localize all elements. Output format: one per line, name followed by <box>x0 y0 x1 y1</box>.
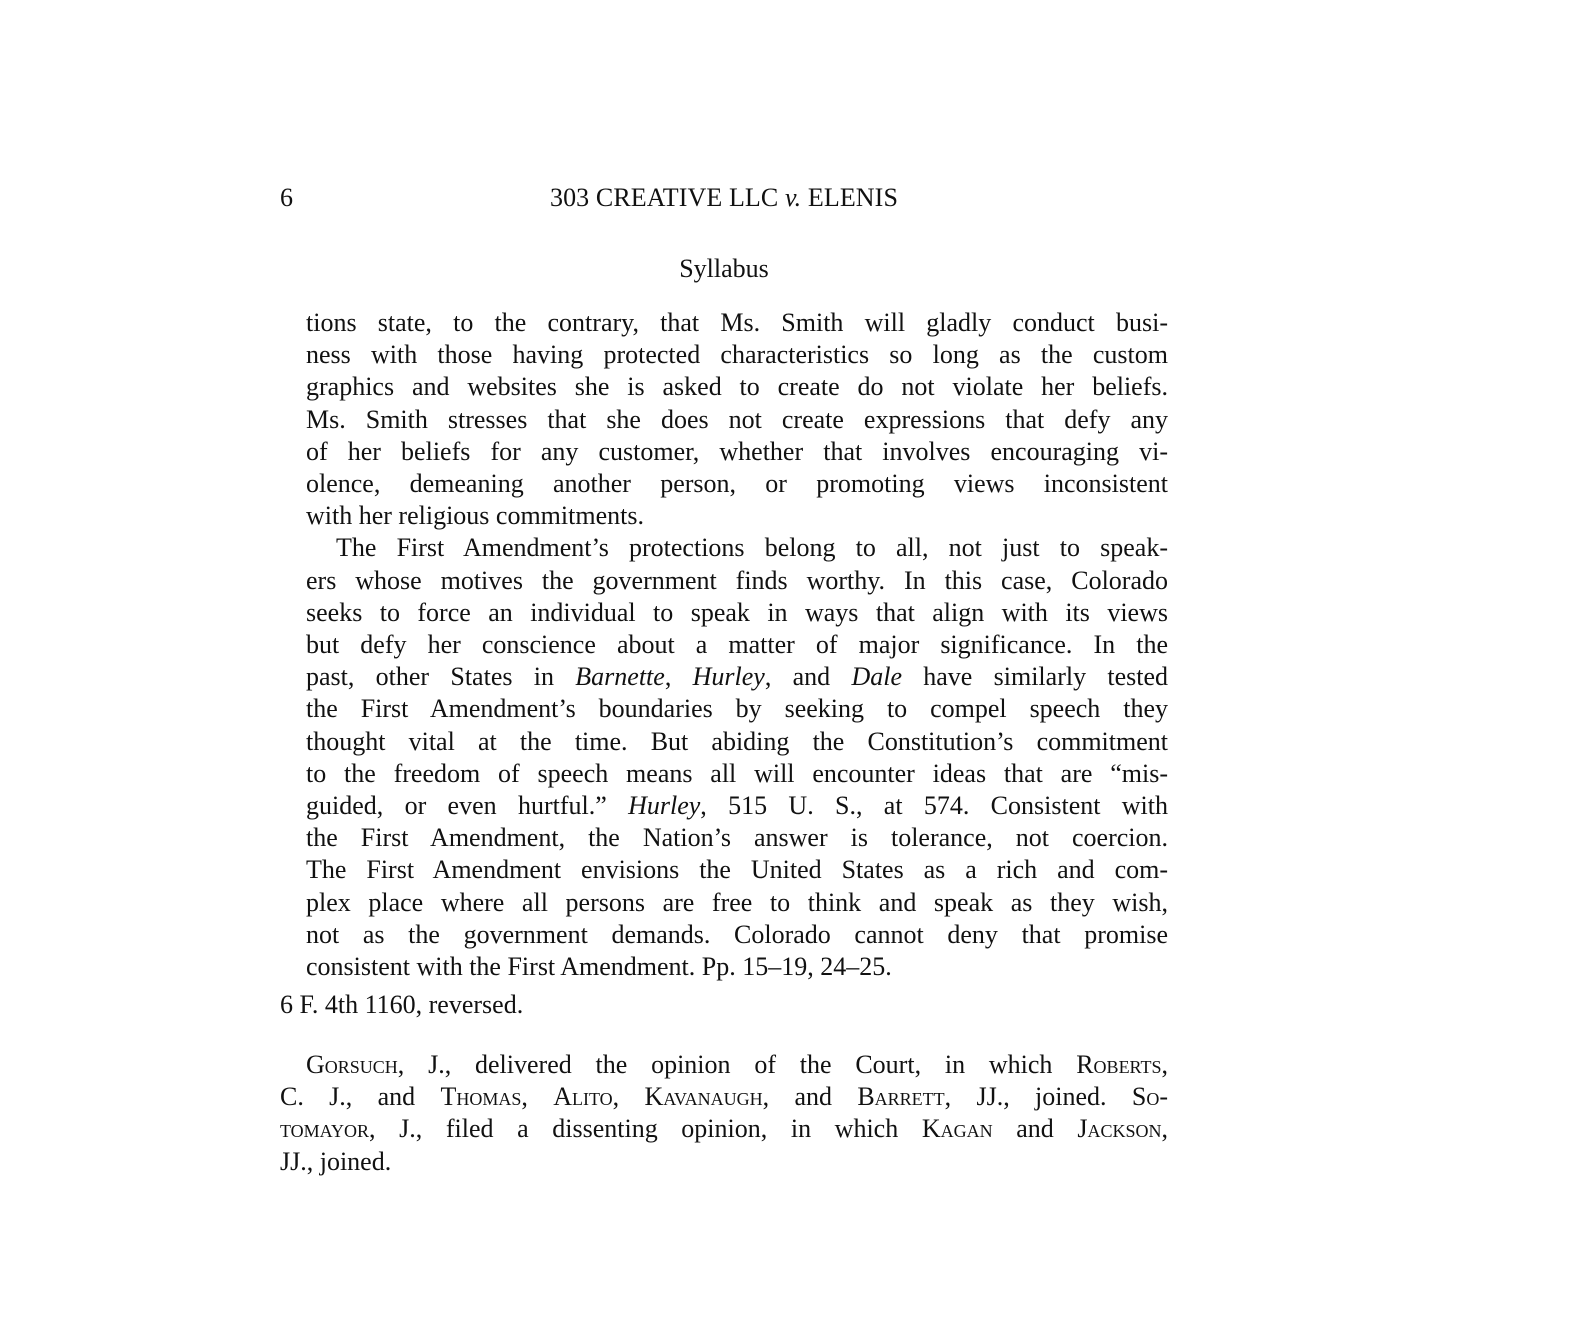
text-line <box>306 661 1168 693</box>
justice-name: So- <box>1131 1082 1169 1112</box>
text-line: Ms. Smith stresses that she does not create expressions that defy any <box>306 404 1168 434</box>
text-line: tions state, to the contrary, that Ms. Smith will gladly conduct busi- <box>306 308 1168 337</box>
text-line: consistent with the First Amendment. Pp. 15–19, 24–25. <box>306 952 892 982</box>
text-run: C. J., and <box>280 1082 441 1112</box>
justice-name: Kagan <box>921 1114 993 1144</box>
text-line: The First Amendment’s protections belong to all, not just to speak- <box>336 533 1168 563</box>
text-run: , <box>1161 1114 1168 1144</box>
text-run: , JJ., joined. <box>944 1082 1132 1112</box>
case-name-left: 303 CREATIVE LLC <box>549 183 785 212</box>
text-line: but defy her conscience about a matter of major significance. In the <box>306 630 1168 660</box>
text-run: , and <box>762 1082 858 1112</box>
justice-name: tomayor <box>280 1114 370 1144</box>
text-line: thought vital at the time. But abiding the Constitution’s commitment <box>306 726 1168 756</box>
text-line: olence, demeaning another person, or promoting views inconsistent <box>306 469 1168 499</box>
justice-name: Alito <box>553 1082 613 1112</box>
text-line: JJ., joined. <box>280 1146 392 1176</box>
text-line: plex place where all persons are free to think and speak as they wish, <box>306 887 1168 917</box>
text-line: the First Amendment’s boundaries by seeking to compel speech they <box>306 694 1168 724</box>
text-run: , J., filed a dissenting opinion, in which <box>369 1114 922 1144</box>
text-run: , <box>664 662 693 692</box>
text-run: , <box>612 1082 645 1112</box>
case-citation-hurley: Hurley <box>692 662 765 692</box>
disposition: 6 F. 4th 1160, reversed. <box>280 990 524 1019</box>
opinion-note <box>280 1049 1168 1178</box>
text-line: of her beliefs for any customer, whether that involves encouraging vi- <box>306 436 1168 466</box>
text-line <box>280 1113 1168 1145</box>
case-citation-dale: Dale <box>851 662 902 692</box>
justice-name: Jackson <box>1077 1114 1162 1144</box>
justice-name: Roberts <box>1076 1050 1162 1079</box>
text-line: The First Amendment envisions the United States as a rich and com- <box>306 855 1168 885</box>
text-run: guided, or even hurtful.” <box>306 791 629 821</box>
text-run: and <box>992 1114 1078 1144</box>
text-line: not as the government demands. Colorado cannot deny that promise <box>306 919 1168 949</box>
text-run: , J., delivered the opinion of the Court, in which <box>397 1050 1077 1079</box>
text-line: seeks to force an individual to speak in ways that align with its views <box>306 597 1168 627</box>
page-number: 6 <box>280 183 293 212</box>
text-line: with her religious commitments. <box>306 501 644 531</box>
text-line: ness with those having protected characteristics so long as the custom <box>306 340 1168 370</box>
case-name-v: v. <box>784 183 802 212</box>
text-run: , <box>521 1082 554 1112</box>
running-head <box>280 181 1168 215</box>
text-line <box>280 1049 1168 1081</box>
case-citation-hurley: Hurley <box>628 791 701 821</box>
text-run: , 515 U. S., at 574. Consistent with <box>700 791 1169 821</box>
text-line: graphics and websites she is asked to create do not violate her beliefs. <box>306 372 1168 402</box>
text-line <box>280 1081 1168 1113</box>
text-run: past, other States in <box>306 662 576 692</box>
justice-name: Kavanaugh <box>644 1082 763 1112</box>
text-run: , <box>1161 1050 1168 1079</box>
text-line: ers whose motives the government finds worthy. In this case, Colorado <box>306 565 1168 595</box>
text-run: , and <box>764 662 852 692</box>
case-citation-barnette: Barnette <box>575 662 665 692</box>
text-line: to the freedom of speech means all will encounter ideas that are “mis- <box>306 758 1168 788</box>
text-line <box>306 790 1168 822</box>
justice-name: Gorsuch <box>306 1050 398 1079</box>
text-run: have similarly tested <box>901 662 1169 692</box>
section-title: Syllabus <box>679 254 769 283</box>
case-name-right: ELENIS <box>801 183 899 212</box>
syllabus-body <box>306 307 1168 983</box>
text-line: the First Amendment, the Nation’s answer is tolerance, not coercion. <box>306 823 1168 853</box>
justice-name: Barrett <box>857 1082 945 1112</box>
justice-name: Thomas <box>440 1082 522 1112</box>
